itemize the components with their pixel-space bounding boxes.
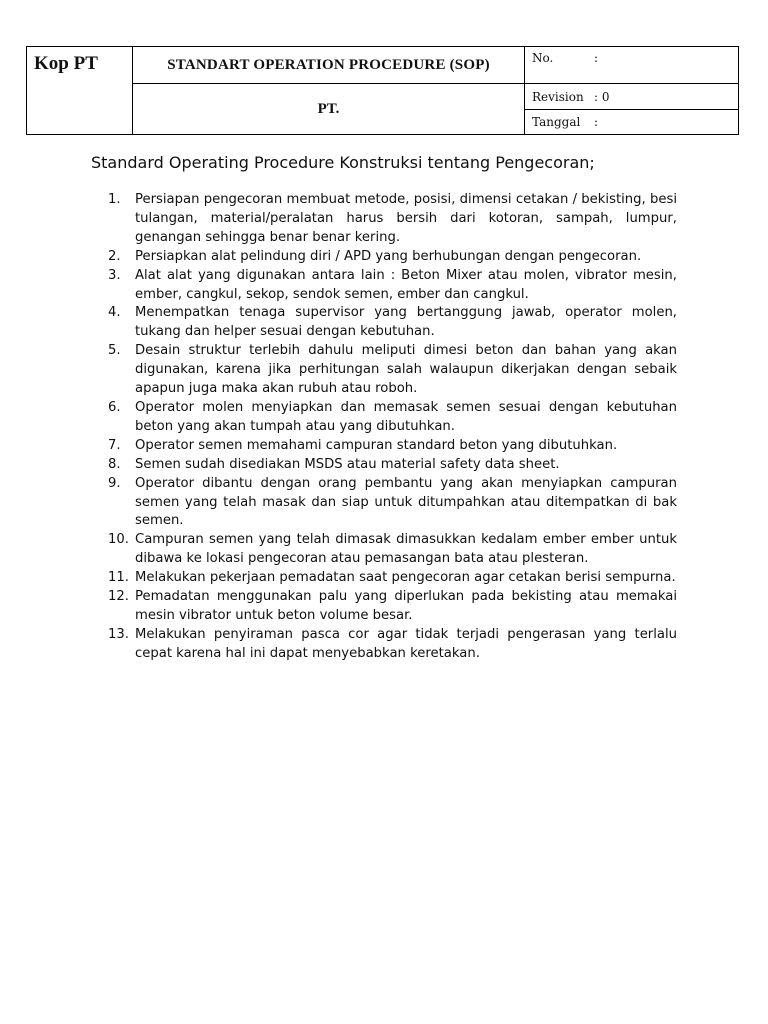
procedure-steps-list <box>108 191 677 664</box>
step-text: Alat alat yang digunakan antara lain : Beton Mixer atau molen, vibrator mesin, ember, cangkul, sekop, sendok semen, ember dan cangkul. <box>135 267 677 302</box>
list-item <box>108 399 677 437</box>
company-name: PT. <box>317 100 340 117</box>
step-number: 10. <box>108 532 129 548</box>
kop-pt-label: Kop PT <box>34 53 98 74</box>
step-number: 4. <box>108 305 121 321</box>
step-number: 6. <box>108 399 121 415</box>
step-text: Semen sudah disediakan MSDS atau material safety data sheet. <box>135 456 560 472</box>
list-item <box>108 456 677 475</box>
revision-label: Revision <box>532 89 584 104</box>
revision-separator: : <box>594 89 599 104</box>
step-text: Operator molen menyiapkan dan memasak semen sesuai dengan kebutuhan beton yang akan tumpah atau yang dibutuhkan. <box>135 399 677 434</box>
list-item <box>108 267 677 305</box>
step-text: Campuran semen yang telah dimasak dimasukkan kedalam ember ember untuk dibawa ke lokasi pengecoran atau pemasangan bata atau plesteran. <box>135 532 677 567</box>
sop-header-table <box>26 46 739 135</box>
list-item <box>108 569 677 588</box>
step-number: 7. <box>108 437 121 453</box>
no-label: No. <box>532 51 554 65</box>
kop-pt-cell <box>27 47 133 135</box>
step-number: 8. <box>108 456 121 472</box>
list-item <box>108 475 677 532</box>
step-text: Operator dibantu dengan orang pembantu yang akan menyiapkan campuran semen yang telah masak dan siap untuk ditumpahkan atau ditempatkan di bak semen. <box>135 475 677 529</box>
tanggal-label: Tanggal <box>532 115 581 129</box>
step-text: Desain struktur terlebih dahulu meliputi dimesi beton dan bahan yang akan digunakan, karena jika perhitungan salah walaupun dikerjakan dengan sebaik apapun juga maka akan rubuh atau roboh. <box>135 343 677 397</box>
list-item <box>108 304 677 342</box>
list-item <box>108 531 677 569</box>
list-item <box>108 588 677 626</box>
step-text: Persiapan pengecoran membuat metode, posisi, dimensi cetakan / bekisting, besi tulangan, material/peralatan harus bersih dari kotoran, sampah, lumpur, genangan sehingga benar benar kering. <box>135 192 677 245</box>
step-number: 12. <box>108 589 129 605</box>
step-number: 1. <box>108 192 121 207</box>
list-item <box>108 626 677 664</box>
meta-no-cell <box>525 47 739 84</box>
step-number: 9. <box>108 475 121 491</box>
revision-value: 0 <box>601 89 610 104</box>
step-text: Persiapkan alat pelindung diri / APD yang berhubungan dengan pengecoran. <box>135 248 642 264</box>
step-text: Pemadatan menggunakan palu yang diperlukan pada bekisting atau memakai mesin vibrator untuk beton volume besar. <box>135 589 677 623</box>
step-number: 13. <box>108 626 129 642</box>
sop-title: STANDART OPERATION PROCEDURE (SOP) <box>167 56 490 73</box>
company-cell <box>133 84 525 135</box>
step-text: Melakukan penyiraman pasca cor agar tidak terjadi pengerasan yang terlalu cepat karena hal ini dapat menyebabkan keretakan. <box>135 626 677 661</box>
step-text: Menempatkan tenaga supervisor yang bertanggung jawab, operator molen, tukang dan helper sesuai dengan kebutuhan. <box>135 305 677 340</box>
list-item <box>108 342 677 399</box>
list-item <box>108 191 677 248</box>
list-item <box>108 248 677 267</box>
step-number: 5. <box>108 343 121 359</box>
step-text: Melakukan pekerjaan pemadatan saat pengecoran agar cetakan berisi sempurna. <box>135 570 676 586</box>
step-number: 2. <box>108 248 121 264</box>
step-text: Operator semen memahami campuran standard beton yang dibutuhkan. <box>135 437 618 453</box>
step-number: 3. <box>108 267 121 283</box>
meta-tanggal-cell <box>525 110 739 135</box>
step-number: 11. <box>108 570 129 586</box>
tanggal-separator: : <box>594 115 599 129</box>
no-separator: : <box>594 51 599 65</box>
sop-title-cell <box>133 47 525 84</box>
meta-revision-cell <box>525 84 739 110</box>
document-heading: Standard Operating Procedure Konstruksi tentang Pengecoran; <box>91 153 595 172</box>
list-item <box>108 437 677 456</box>
